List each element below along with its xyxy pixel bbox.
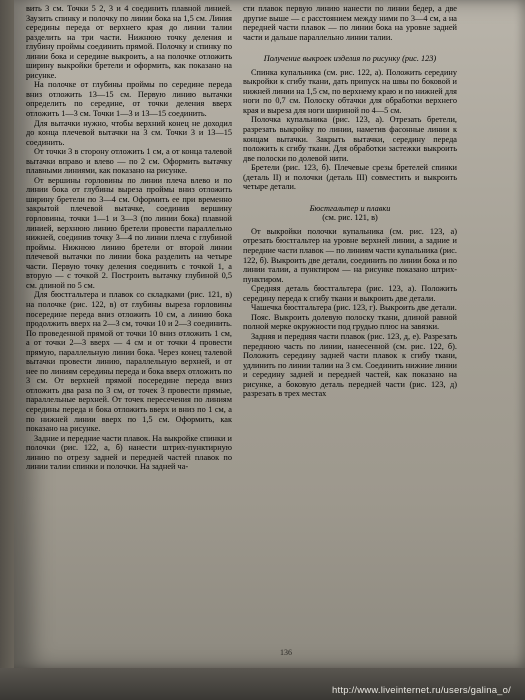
page-number: 136 <box>280 648 292 657</box>
paragraph: Средняя деталь бюстгальтера (рис. 123, а). Положить середину переда к сгибу ткани и выкроить две детали. <box>243 284 457 303</box>
paragraph: Спинка купальника (см. рис. 122, а). Положить середину выкройки к сгибу ткани, дать припуск на швы по боковой и нижней линии на 1,5 см, по верхнему краю и по нижней для ноги по 0,7 см. Полоску обтачки для обработки верхнего края и выреза для ноги шириной по 4—5 см. <box>243 67 457 115</box>
paragraph: Для бюстгальтера и плавок со складками (рис. 121, в) на полочке (рис. 122, в) от глубины выреза горловины посередине переда вниз отложить 10 см, а линию бока продолжить вверх на 2—3 см, точки 10 и 2—3 соединить. По проведенной прямой от точки 10 вниз отложить 1 см, а от точки 2—3 вверх — 4 см и от точки 4 провести прямую, параллельную линии бока. Через конец талевой вытачки провести линию, параллельную верхней, и от нее по линиям середины переда и бока вверх отложить по 3 см. От верхней прямой посередине переда вниз отложить два раза по 3 см, от точек 3 провести прямые, параллельные верхней. От точек пересечения по линиям середины переда и бока отложить вверх и вниз по 1 см, а по нижней линии вверх по 1,5 см. Оформить, как показано на рисунке. <box>26 290 232 434</box>
section-heading: Бюстгальтер и плавки <box>309 203 391 213</box>
section-heading: Получение выкроек изделия по рисунку (рис. 123) <box>263 54 437 64</box>
watermark-url: http://www.liveinternet.ru/users/galina_o/ <box>332 685 511 696</box>
paragraph: Бретели (рис. 123, б). Плечевые срезы бретелей спинки (деталь II) и полочки (деталь III) совместить и выкроить четыре детали. <box>243 163 457 192</box>
section-subheading: (см. рис. 121, в) <box>322 213 378 223</box>
left-text-column <box>26 4 232 644</box>
paragraph: Чашечка бюстгальтера (рис. 123, г). Выкроить две детали. <box>251 303 457 313</box>
paragraph: Полочка купальника (рис. 123, а). Отрезать бретели, разрезать выкройку по линии, наметив фасонные линии к концам вытачки. Закрыть вытачки, середину переда положить к сгибу ткани. Для обработки застежки выкроить две полоски по долевой нити. <box>243 115 457 163</box>
paragraph: От вершины горловины по линии плеча влево и по линии бока от глубины выреза проймы вниз отложить ширину бретели по 3—4 см. Оформить ее при временно закрытой плечевой вытачке, соединив вершину горловины, точки 1—1 и 3—3 (по линии бока) плавной линией, верхнюю линию бретели провести параллельно нижней, соединив точку 3—4 по линии плеча с глубиной проймы. Нижнюю линию бретели от второй линии плечевой вытачки по линии бока разделить на четыре части. Первую точку деления соединить с точкой 1, а вторую — с точкой 2. Построить вытачку глубиной 0,5 см. длиной по 5 см. <box>26 175 232 290</box>
paragraph: Задняя и передняя части плавок (рис. 123, д, е). Разрезать переднюю часть по линии, нанесенной (см. рис. 122, б). Положить середину задней части плавок к сгибу ткани, удлинить по линии талии на 3 см. Соединить нижние линии и середину задней и передней частей, как показано на рисунке, а боковую деталь передней части (рис. 123, д) разрезать в трех местах <box>243 331 457 399</box>
paragraph: Для вытачки нужно, чтобы верхний конец не доходил до конца плечевой вытачки на 3 см. Точки 3 и 13—15 соединить. <box>26 118 232 147</box>
paragraph: Пояс. Выкроить долевую полоску ткани, длиной равной полной мерке окружности под грудью плюс на завязки. <box>243 312 457 332</box>
paragraph: От точки 3 в сторону отложить 1 см, а от конца талевой вытачки вправо и влево — по 2 см. Оформить вытачку плавными линиями, как показано на рисунке. <box>26 147 232 176</box>
paragraph: На полочке от глубины проймы по середине переда вниз отложить 13—15 см. Первую линию вытачки определить по середине, от точки деления вверх отложить 1—3 см. Точки 1—3 и 13—15 соединить. <box>26 80 232 119</box>
paragraph: Задние и передние части плавок. На выкройке спинки и полочки (рис. 122, а, б) нанести штрих-пунктирную линию по отрезу задней и передней частей плавок по линии талии спинки и полочки. На задней ча- <box>26 433 232 472</box>
paragraph: сти плавок первую линию нанести по линии бедер, а две другие выше — с расстоянием между ними по 3—4 см, а на передней части плавок — по линии бока на уровне задней части и дальше параллельно линии талии. <box>243 4 457 42</box>
paragraph: вить 3 см. Точки 5 2, 3 и 4 соединить плавной линией. Заузить спинку и полочку по линии бока на 1,5 см. Линия середины переда от верхнего края до линии талии разделить на три части. Нижнюю точку деления и глубину проймы соединить прямой. Полочку и спинку по линии бока и середине выкроить, а на полочке отложить ширину выкройки бретели и оформить, как показано на рисунке. <box>26 4 232 80</box>
paragraph: От выкройки полочки купальника (см. рис. 123, а) отрезать бюстгальтер на уровне верхней линии, а задние и передние части плавок — по линиям части купальника (рис. 122, б). Выкроить две детали, соединить по линии бока и по линии талии, а пунктиром — на рисунке показано штрих-пунктиром. <box>243 226 457 284</box>
right-text-column <box>243 4 457 644</box>
